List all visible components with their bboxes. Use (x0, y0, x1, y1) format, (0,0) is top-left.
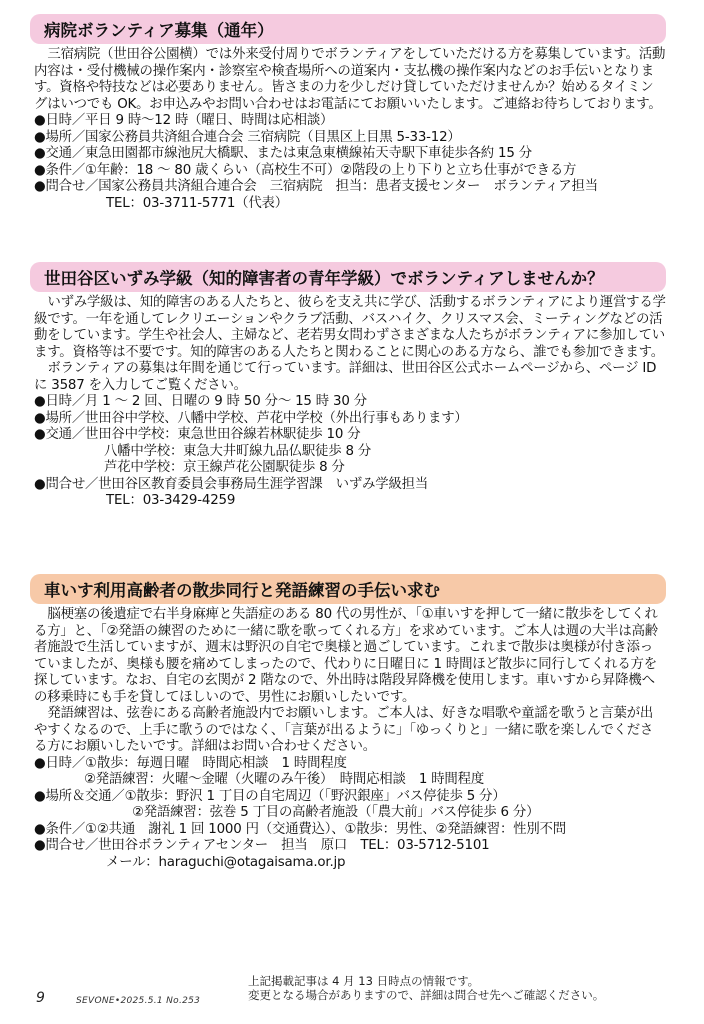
paragraph: 三宿病院（世田谷公園横）では外来受付周りでボランティアをしていただける方を募集しています。活動内容は・受付機械の操作案内・診察室や検査場所への道案内・支払機の操作案内などのお手伝いとなります。資格や特技などは必要ありません。皆さまの力を少しだけ貸していただけませんか？始めるタイミングはいつでも OK。お申込みやお問い合わせはお電話にてお願いいたします。ご連絡お待ちしております。 (34, 47, 666, 112)
section-izumi-class (30, 262, 666, 510)
detail-datetime-sub: ②発語練習：火曜～金曜（火曜のみ午後） 時間応相談 1 時間程度 (84, 772, 485, 787)
detail-place: ●場所／国家公務員共済組合連合会 三宿病院（目黒区上目黒 5-33-12） (34, 129, 461, 145)
section-body (30, 607, 666, 871)
detail-place: ●場所＆交通／①散歩：野沢 1 丁目の自宅周辺（「野沢銀座」バス停徒歩 5 分） (34, 788, 506, 804)
paragraph: 発語練習は、弦巻にある高齢者施設内でお願いします。ご本人は、好きな唱歌や童謡を歌うと言葉が出やすくなるので、上手に歌うのではなく、「言葉が出るように」「ゆっくりと」一緒に歌を楽しんでくださる方にお願いしたいです。詳細はお問い合わせください。 (34, 706, 654, 754)
detail-contact: ●問合せ／世田谷ボランティアセンター 担当 原口 TEL：03-5712-5101 (34, 838, 490, 853)
detail-conditions: ●条件／①②共通 謝礼 1 回 1000 円（交通費込）、①散歩：男性、②発語練習：性別不問 (34, 821, 566, 837)
detail-access-sub: 八幡中学校：東急大井町線九品仏駅徒歩 8 分 (104, 443, 372, 459)
detail-access: ●交通／世田谷中学校：東急世田谷線若林駅徒歩 10 分 (34, 427, 361, 442)
detail-datetime: ●日時／月 1 ～ 2 回、日曜の 9 時 50 分～ 15 時 30 分 (34, 394, 367, 409)
detail-email[interactable]: メール：haraguchi@otagaisama.or.jp (106, 854, 346, 870)
detail-tel: TEL：03-3711-5771（代表） (106, 195, 288, 211)
section-wheelchair-walk (30, 574, 666, 871)
section-title: 病院ボランティア募集（通年） (30, 14, 666, 44)
detail-datetime: ●日時／①散歩：毎週日曜 時間応相談 1 時間程度 (34, 755, 347, 771)
footer-note-line: 変更となる場合がありますので、詳細は問合せ先へご確認ください。 (248, 988, 605, 1002)
page-number: 9 (36, 990, 45, 1006)
section-body (30, 295, 666, 510)
detail-tel: TEL：03-3429-4259 (106, 493, 236, 508)
issue-info: SEVONE•2025.5.1 No.253 (76, 996, 201, 1006)
section-hospital-volunteer (30, 14, 666, 212)
detail-conditions: ●条件／①年齢：18 ～ 80 歳くらい（高校生不可）②階段の上り下りと立ち仕事ができる方 (34, 162, 577, 178)
detail-access-sub: 芦花中学校：京王線芦花公園駅徒歩 8 分 (104, 460, 345, 475)
footer-note (248, 974, 604, 1002)
footer-note-line: 上記掲載記事は 4 月 13 日時点の情報です。 (248, 974, 480, 988)
paragraph: いずみ学級は、知的障害のある人たちと、彼らを支え共に学び、活動するボランティアにより運営する学級です。一年を通してレクリエーションやクラブ活動、バスハイク、クリスマス会、ミーティングなどの活動をしています。学生や社会人、主婦など、老若男女問わずさまざまな人たちがボランティアに参加しています。資格等は不要です。知的障害のある人たちと関わることに関心のある方なら、誰でも参加できます。 (34, 295, 666, 360)
paragraph: 脳梗塞の後遺症で右半身麻痺と失語症のある 80 代の男性が、「①車いすを押して一緒に散歩をしてくれる方」と、「②発語の練習のために一緒に歌を歌ってくれる方」を求めています。ご本人は週の大半は高齢者施設で生活していますが、週末は野沢の自宅で奥様と過ごしています。これまで散歩は奥様が付き添っていましたが、奥様も腰を痛めてしまったので、代わりに日曜日に 1 時間ほど散歩に同行してくれる方を探しています。なお、自宅の玄関が 2 階なので、外出時は階段昇降機を使用します。車いすから昇降機への移乗時にも手を貸してほしいので、男性にお願いしたいです。 (34, 607, 658, 705)
section-title: 車いす利用高齢者の散歩同行と発語練習の手伝い求む (30, 574, 666, 604)
section-title: 世田谷区いずみ学級（知的障害者の青年学級）でボランティアしませんか？ (30, 262, 666, 292)
section-body (30, 47, 666, 212)
detail-place: ●場所／世田谷中学校、八幡中学校、芦花中学校（外出行事もあります） (34, 410, 468, 426)
detail-place-sub: ②発語練習：弦巻 5 丁目の高齢者施設（「農大前」バス停徒歩 6 分） (132, 805, 540, 820)
detail-contact: ●問合せ／世田谷区教育委員会事務局生涯学習課 いずみ学級担当 (34, 476, 429, 492)
detail-datetime: ●日時／平日 9 時～12 時（曜日、時間は応相談） (34, 113, 334, 128)
detail-contact: ●問合せ／国家公務員共済組合連合会 三宿病院 担当：患者支援センター ボランティア担当 (34, 179, 598, 194)
detail-access: ●交通／東急田園都市線池尻大橋駅、または東急東横線祐天寺駅下車徒歩各約 15 分 (34, 146, 532, 161)
paragraph: ボランティアの募集は年間を通じて行っています。詳細は、世田谷区公式ホームページから、ページ ID に 3587 を入力してご覧ください。 (34, 361, 657, 393)
